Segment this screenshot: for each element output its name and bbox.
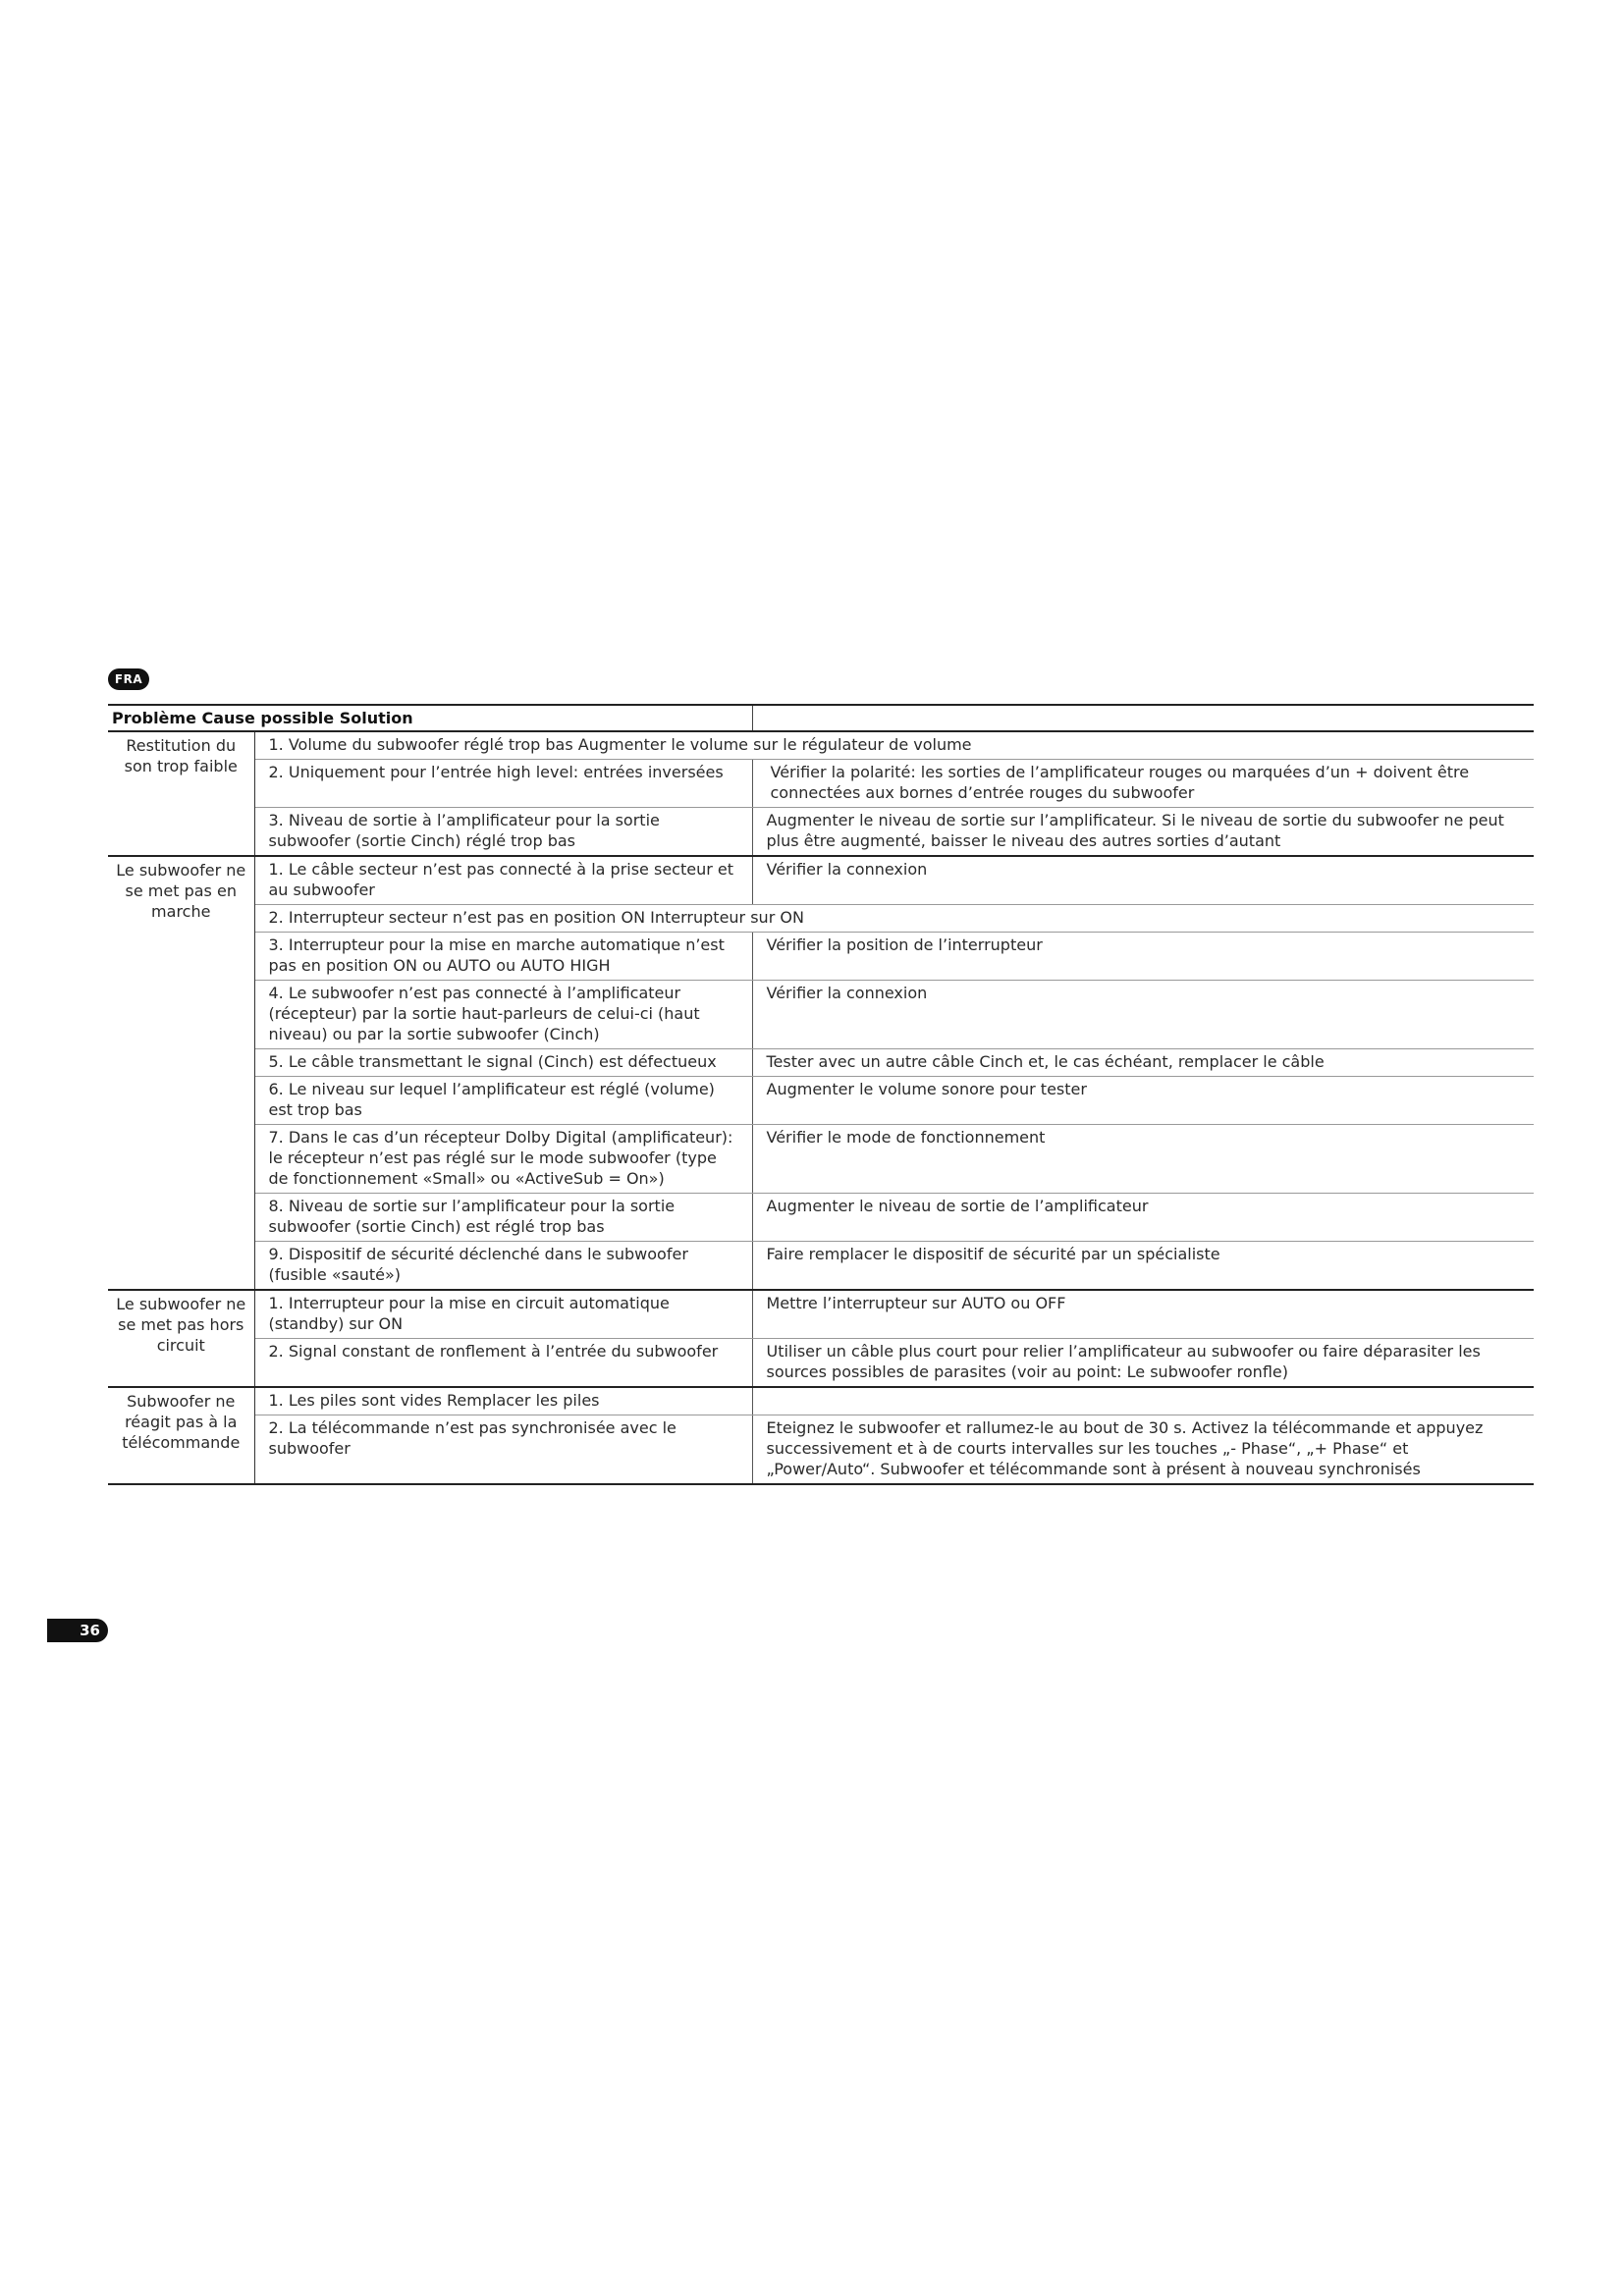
table-row bbox=[108, 1339, 1534, 1388]
table-row bbox=[108, 760, 1534, 808]
language-badge: FRA bbox=[108, 668, 149, 690]
table-row bbox=[108, 856, 1534, 905]
cause-cell: 8. Niveau de sortie sur l’amplificateur pour la sortie subwoofer (sortie Cinch) est réglé trop bas bbox=[254, 1194, 752, 1242]
solution-cell bbox=[752, 760, 1534, 808]
cause-cell: 5. Le câble transmettant le signal (Cinch) est défectueux bbox=[254, 1049, 752, 1077]
header-solution-column bbox=[752, 705, 1534, 731]
cause-cell: 1. Volume du subwoofer réglé trop bas Augmenter le volume sur le régulateur de volume bbox=[254, 731, 1534, 760]
header-problem-cause-label: Problème Cause possible bbox=[112, 709, 335, 727]
table-row bbox=[108, 981, 1534, 1049]
table-row bbox=[108, 933, 1534, 981]
solution-cell: Augmenter le niveau de sortie de l’amplificateur bbox=[752, 1194, 1534, 1242]
table-row bbox=[108, 1077, 1534, 1125]
problem-cell: Le subwoofer ne se met pas en marche bbox=[108, 856, 254, 1290]
table-row bbox=[108, 1290, 1534, 1339]
table-row bbox=[108, 1242, 1534, 1291]
table-row bbox=[108, 905, 1534, 933]
cause-cell: 1. Les piles sont vides Remplacer les piles bbox=[254, 1387, 752, 1415]
problem-cell: Subwoofer ne réagit pas à la télécommande bbox=[108, 1387, 254, 1484]
solution-cell: Vérifier la connexion bbox=[752, 981, 1534, 1049]
cause-cell: 2. La télécommande n’est pas synchronisée avec le subwoofer bbox=[254, 1415, 752, 1485]
header-problem-cause bbox=[108, 705, 752, 731]
solution-cell: Utiliser un câble plus court pour relier l’amplificateur au subwoofer ou faire déparasiter les sources possibles de parasites (voir au point: Le subwoofer ronfle) bbox=[752, 1339, 1534, 1388]
problem-cell: Le subwoofer ne se met pas hors circuit bbox=[108, 1290, 254, 1387]
solution-cell: Vérifier la connexion bbox=[752, 856, 1534, 905]
table-row bbox=[108, 1415, 1534, 1485]
table-row bbox=[108, 1125, 1534, 1194]
solution-cell: Mettre l’interrupteur sur AUTO ou OFF bbox=[752, 1290, 1534, 1339]
header-solution-label: Solution bbox=[339, 709, 413, 727]
troubleshooting-table bbox=[108, 704, 1534, 1485]
cause-cell: 2. Uniquement pour l’entrée high level: entrées inversées bbox=[254, 760, 752, 808]
cause-cell: 3. Niveau de sortie à l’amplificateur pour la sortie subwoofer (sortie Cinch) réglé trop bas bbox=[254, 808, 752, 857]
cause-cell: 3. Interrupteur pour la mise en marche automatique n’est pas en position ON ou AUTO ou AUTO HIGH bbox=[254, 933, 752, 981]
cause-cell: 9. Dispositif de sécurité déclenché dans le subwoofer (fusible «sauté») bbox=[254, 1242, 752, 1291]
solution-cell: Vérifier la position de l’interrupteur bbox=[752, 933, 1534, 981]
solution-cell bbox=[752, 1387, 1534, 1415]
cause-cell: 1. Interrupteur pour la mise en circuit automatique (standby) sur ON bbox=[254, 1290, 752, 1339]
table-header-row bbox=[108, 705, 1534, 731]
cause-cell: 2. Interrupteur secteur n’est pas en position ON Interrupteur sur ON bbox=[254, 905, 1534, 933]
solution-cell: Tester avec un autre câble Cinch et, le cas échéant, remplacer le câble bbox=[752, 1049, 1534, 1077]
table-row bbox=[108, 1387, 1534, 1415]
table-row bbox=[108, 731, 1534, 760]
cause-cell: 7. Dans le cas d’un récepteur Dolby Digital (amplificateur): le récepteur n’est pas réglé sur le mode subwoofer (type de fonctionnement «Small» ou «ActiveSub = On») bbox=[254, 1125, 752, 1194]
page-number: 36 bbox=[47, 1619, 108, 1642]
solution-cell: Augmenter le niveau de sortie sur l’amplificateur. Si le niveau de sortie du subwoofer ne peut plus être augmenté, baisser le niveau des autres sorties d’autant bbox=[752, 808, 1534, 857]
table-row bbox=[108, 1049, 1534, 1077]
solution-cell: Eteignez le subwoofer et rallumez-le au bout de 30 s. Activez la télécommande et appuyez successivement et à de courts intervalles sur les touches „- Phase“, „+ Phase“ et „Power/Auto“. Subwoofer et télécommande sont à présent à nouveau synchronisés bbox=[752, 1415, 1534, 1485]
solution-cell: Augmenter le volume sonore pour tester bbox=[752, 1077, 1534, 1125]
problem-cell: Restitution du son trop faible bbox=[108, 731, 254, 856]
solution-cell: Vérifier le mode de fonctionnement bbox=[752, 1125, 1534, 1194]
cause-cell: 6. Le niveau sur lequel l’amplificateur est réglé (volume) est trop bas bbox=[254, 1077, 752, 1125]
solution-text: Vérifier la polarité: les sorties de l’amplificateur rouges ou marquées d’un + doivent être connectées aux bornes d’entrée rouges du subwoofer bbox=[770, 763, 1470, 802]
table-row bbox=[108, 1194, 1534, 1242]
solution-cell: Faire remplacer le dispositif de sécurité par un spécialiste bbox=[752, 1242, 1534, 1291]
table-row bbox=[108, 808, 1534, 857]
cause-cell: 4. Le subwoofer n’est pas connecté à l’amplificateur (récepteur) par la sortie haut-parleurs de celui-ci (haut niveau) ou par la sortie subwoofer (Cinch) bbox=[254, 981, 752, 1049]
cause-cell: 1. Le câble secteur n’est pas connecté à la prise secteur et au subwoofer bbox=[254, 856, 752, 905]
cause-cell: 2. Signal constant de ronflement à l’entrée du subwoofer bbox=[254, 1339, 752, 1388]
